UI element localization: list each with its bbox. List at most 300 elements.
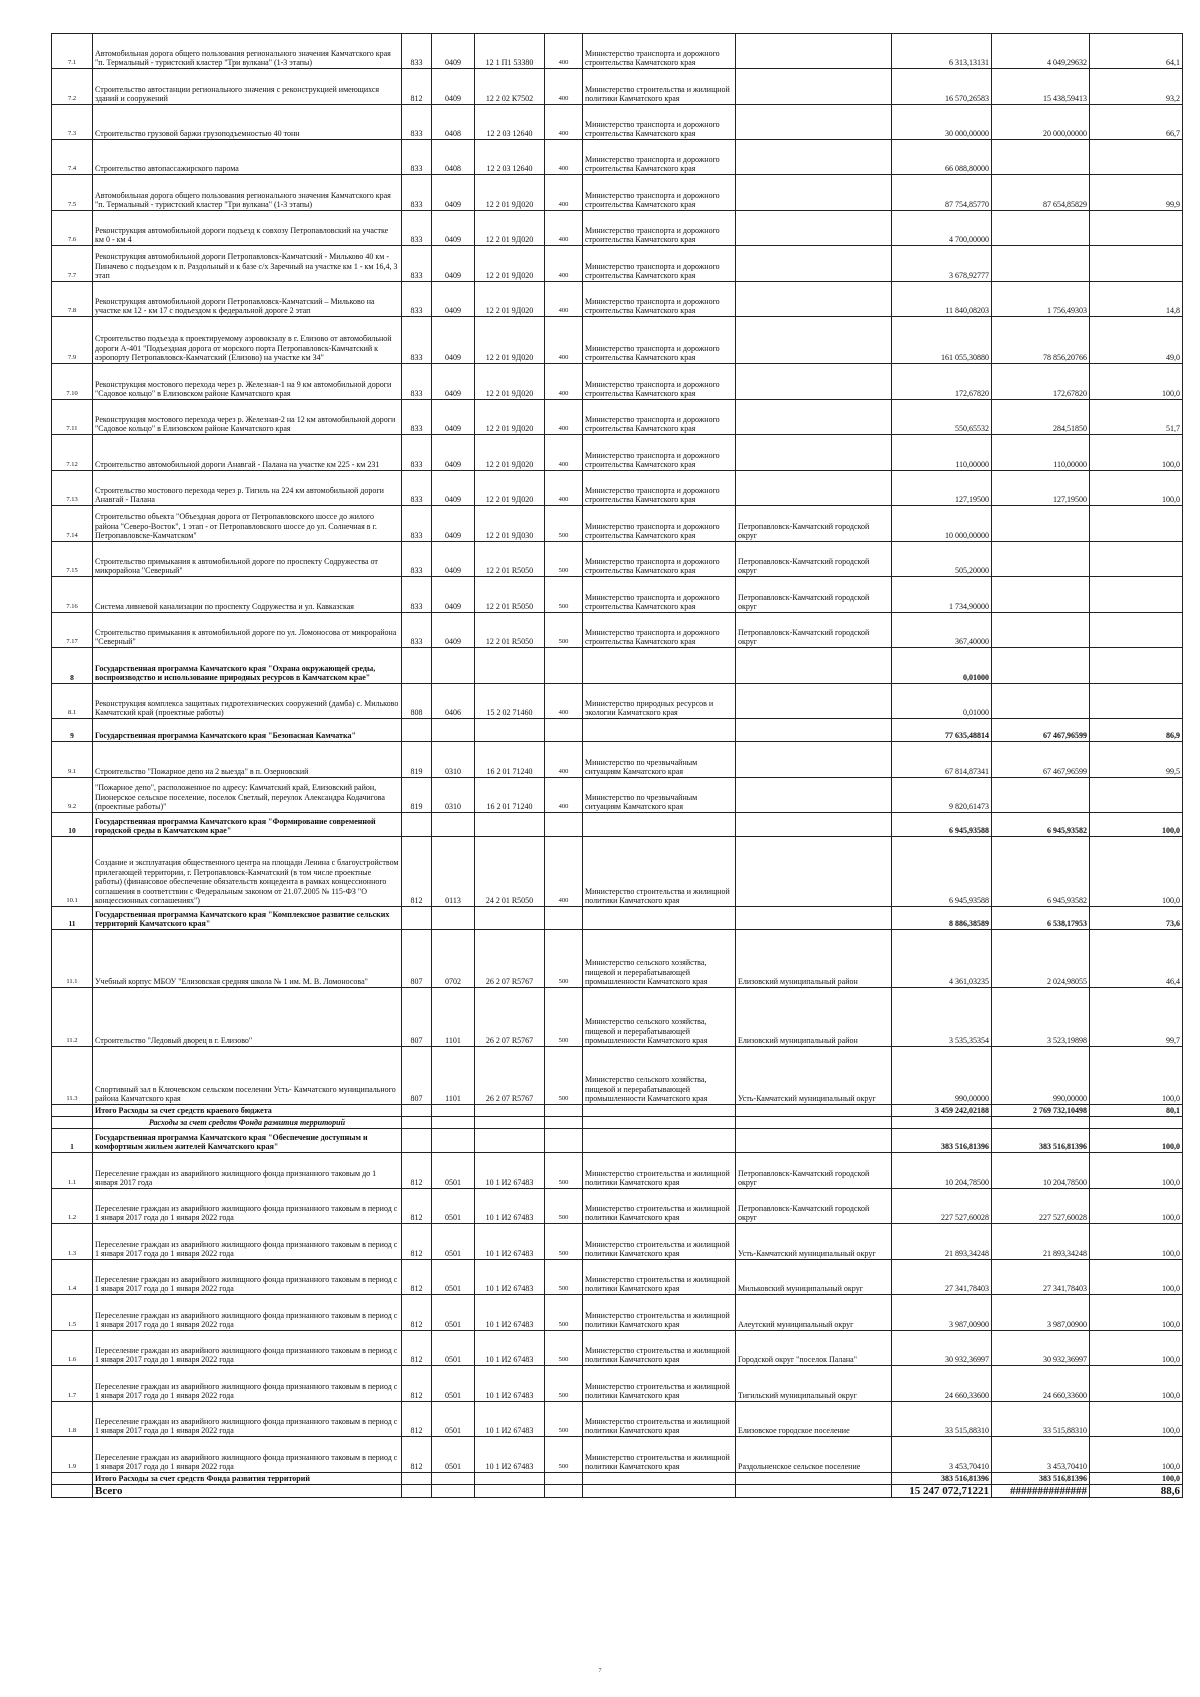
fact-amount-cell: 383 516,81396 (992, 1129, 1090, 1153)
plan-amount-cell: 30 932,36997 (892, 1331, 992, 1366)
object-name-cell: Реконструкция комплекса защитных гидротехнических сооружений (дамба) с. Мильково Камчатский край (проектные работы) (93, 684, 402, 719)
section-code-cell: 0501 (432, 1366, 475, 1402)
table-row (52, 34, 1183, 69)
table-row (52, 542, 1183, 577)
target-article-cell: 12 2 01 9Д020 (475, 175, 545, 211)
recipient-cell (736, 1129, 892, 1153)
section-code-cell: 1101 (432, 988, 475, 1047)
target-article-cell: 10 1 И2 67483 (475, 1260, 545, 1295)
recipient-cell: Петропавловск-Камчатский городской округ (736, 1153, 892, 1189)
object-name-cell: Строительство автостанции регионального значения с реконструкцией имеющихся зданий и сооружений (93, 69, 402, 105)
fact-amount-cell: 227 527,60028 (992, 1189, 1090, 1224)
expense-type-cell: 400 (545, 778, 583, 813)
grbs-code-cell: 833 (402, 435, 432, 471)
expense-type-cell: 500 (545, 1260, 583, 1295)
customer-cell: Министерство строительства и жилищной политики Камчатского края (583, 1366, 736, 1402)
recipient-cell: Елизовский муниципальный район (736, 988, 892, 1047)
fact-amount-cell: 6 538,17953 (992, 907, 1090, 930)
target-article-cell (475, 648, 545, 684)
target-article-cell (475, 1129, 545, 1153)
percent-cell: 100,0 (1090, 1402, 1183, 1437)
plan-amount-cell: 33 515,88310 (892, 1402, 992, 1437)
plan-amount-cell: 6 313,13131 (892, 34, 992, 69)
fact-amount-cell: ############## (992, 1485, 1090, 1498)
object-name-cell: Переселение граждан из аварийного жилищного фонда признанного таковым в период с 1 января 2017 года до 1 января 2022 года (93, 1224, 402, 1260)
customer-cell: Министерство транспорта и дорожного строительства Камчатского края (583, 34, 736, 69)
plan-amount-cell: 3 535,35354 (892, 988, 992, 1047)
plan-amount-cell: 66 088,80000 (892, 140, 992, 175)
expense-type-cell (545, 1105, 583, 1117)
section-code-cell: 0409 (432, 471, 475, 506)
section-code-cell: 0310 (432, 742, 475, 778)
plan-amount-cell: 3 453,70410 (892, 1437, 992, 1473)
recipient-cell: Усть-Камчатский муниципальный округ (736, 1224, 892, 1260)
grbs-code-cell: 812 (402, 1295, 432, 1331)
percent-cell: 64,1 (1090, 34, 1183, 69)
target-article-cell (475, 813, 545, 837)
expense-type-cell: 500 (545, 613, 583, 648)
row-number-cell: 9.2 (52, 778, 93, 813)
recipient-cell: Елизовский муниципальный район (736, 930, 892, 988)
row-number-cell: 10.1 (52, 837, 93, 907)
program-row (52, 1129, 1183, 1153)
expense-type-cell: 400 (545, 69, 583, 105)
recipient-cell (736, 175, 892, 211)
grbs-code-cell (402, 813, 432, 837)
recipient-cell (736, 246, 892, 282)
table-body (52, 34, 1183, 1498)
plan-amount-cell: 8 886,38589 (892, 907, 992, 930)
percent-cell: 14,8 (1090, 282, 1183, 317)
section-code-cell (432, 1105, 475, 1117)
object-name-cell: Спортивный зал в Ключевском сельском поселении Усть- Камчатского муниципального района Камчатского края (93, 1047, 402, 1105)
expense-type-cell: 500 (545, 506, 583, 542)
customer-cell: Министерство транспорта и дорожного строительства Камчатского края (583, 613, 736, 648)
grbs-code-cell: 812 (402, 1366, 432, 1402)
plan-amount-cell: 550,65532 (892, 400, 992, 435)
object-name-cell: Автомобильная дорога общего пользования регионального значения Камчатского края "п. Термальный - туристский кластер "Три вулкана" (1-3 этапы) (93, 175, 402, 211)
fact-amount-cell: 87 654,85829 (992, 175, 1090, 211)
percent-cell: 88,6 (1090, 1485, 1183, 1498)
recipient-cell: Мильковский муниципальный округ (736, 1260, 892, 1295)
table-row (52, 175, 1183, 211)
plan-amount-cell: 1 734,90000 (892, 577, 992, 613)
recipient-cell: Петропавловск-Камчатский городской округ (736, 506, 892, 542)
expense-type-cell: 400 (545, 140, 583, 175)
fact-amount-cell: 67 467,96599 (992, 719, 1090, 742)
grbs-code-cell: 819 (402, 742, 432, 778)
customer-cell: Министерство транспорта и дорожного строительства Камчатского края (583, 282, 736, 317)
expense-type-cell: 400 (545, 684, 583, 719)
recipient-cell (736, 282, 892, 317)
target-article-cell: 12 2 01 R5050 (475, 577, 545, 613)
object-name-cell: Строительство грузовой баржи грузоподъемностью 40 тонн (93, 105, 402, 140)
table-row (52, 1260, 1183, 1295)
section-code-cell: 0409 (432, 400, 475, 435)
plan-amount-cell: 9 820,61473 (892, 778, 992, 813)
grbs-code-cell (402, 719, 432, 742)
plan-amount-cell: 87 754,85770 (892, 175, 992, 211)
target-article-cell: 10 1 И2 67483 (475, 1331, 545, 1366)
customer-cell: Министерство строительства и жилищной политики Камчатского края (583, 1224, 736, 1260)
recipient-cell: Петропавловск-Камчатский городской округ (736, 577, 892, 613)
customer-cell: Министерство транспорта и дорожного строительства Камчатского края (583, 105, 736, 140)
plan-amount-cell: 0,01000 (892, 648, 992, 684)
customer-cell: Министерство строительства и жилищной политики Камчатского края (583, 837, 736, 907)
expense-type-cell: 400 (545, 471, 583, 506)
section-code-cell: 0501 (432, 1224, 475, 1260)
percent-cell (1090, 506, 1183, 542)
fact-amount-cell: 3 523,19898 (992, 988, 1090, 1047)
fact-amount-cell: 30 932,36997 (992, 1331, 1090, 1366)
section-code-cell (432, 719, 475, 742)
table-row (52, 613, 1183, 648)
row-number-cell: 1.1 (52, 1153, 93, 1189)
percent-cell: 93,2 (1090, 69, 1183, 105)
customer-cell: Министерство транспорта и дорожного строительства Камчатского края (583, 140, 736, 175)
row-number-cell: 9.1 (52, 742, 93, 778)
object-name-cell: Учебный корпус МБОУ "Елизовская средняя школа № 1 им. М. В. Ломоносова" (93, 930, 402, 988)
customer-cell: Министерство транспорта и дорожного строительства Камчатского края (583, 175, 736, 211)
object-name-cell: Переселение граждан из аварийного жилищного фонда признанного таковым в период с 1 января 2017 года до 1 января 2022 года (93, 1295, 402, 1331)
fact-amount-cell: 67 467,96599 (992, 742, 1090, 778)
expense-type-cell: 500 (545, 1224, 583, 1260)
customer-cell: Министерство транспорта и дорожного строительства Камчатского края (583, 246, 736, 282)
grbs-code-cell: 812 (402, 1224, 432, 1260)
plan-amount-cell: 15 247 072,71221 (892, 1485, 992, 1498)
customer-cell: Министерство транспорта и дорожного строительства Камчатского края (583, 317, 736, 364)
grbs-code-cell (402, 907, 432, 930)
section-code-cell: 0409 (432, 613, 475, 648)
expense-type-cell (545, 1129, 583, 1153)
fact-amount-cell: 1 756,49303 (992, 282, 1090, 317)
grbs-code-cell: 812 (402, 1260, 432, 1295)
percent-cell: 100,0 (1090, 1224, 1183, 1260)
recipient-cell (736, 813, 892, 837)
expense-type-cell: 500 (545, 1437, 583, 1473)
object-name-cell: Строительство примыкания к автомобильной дороге по проспекту Содружества от микрорайона "Северный" (93, 542, 402, 577)
recipient-cell (736, 211, 892, 246)
expense-type-cell: 400 (545, 211, 583, 246)
percent-cell: 100,0 (1090, 1295, 1183, 1331)
budget-table (51, 33, 1183, 1498)
plan-amount-cell: 383 516,81396 (892, 1473, 992, 1485)
table-row (52, 400, 1183, 435)
customer-cell: Министерство природных ресурсов и экологии Камчатского края (583, 684, 736, 719)
program-row (52, 813, 1183, 837)
table-row (52, 105, 1183, 140)
row-number-cell: 7.11 (52, 400, 93, 435)
section-code-cell: 0409 (432, 69, 475, 105)
object-name-cell: Строительство мостового перехода через р. Тигиль на 224 км автомобильной дороги Анавгай - Палана (93, 471, 402, 506)
plan-amount-cell: 10 204,78500 (892, 1153, 992, 1189)
target-article-cell: 12 2 01 9Д030 (475, 506, 545, 542)
customer-cell (583, 1117, 736, 1129)
plan-amount-cell: 990,00000 (892, 1047, 992, 1105)
customer-cell (583, 648, 736, 684)
customer-cell: Министерство строительства и жилищной политики Камчатского края (583, 1260, 736, 1295)
table-row (52, 684, 1183, 719)
target-article-cell: 15 2 02 71460 (475, 684, 545, 719)
row-number-cell (52, 1473, 93, 1485)
percent-cell (1090, 140, 1183, 175)
recipient-cell (736, 1117, 892, 1129)
fact-amount-cell (992, 542, 1090, 577)
expense-type-cell: 400 (545, 105, 583, 140)
fact-amount-cell: 21 893,34248 (992, 1224, 1090, 1260)
row-number-cell: 1.9 (52, 1437, 93, 1473)
row-number-cell: 7.10 (52, 364, 93, 400)
fact-amount-cell: 6 945,93582 (992, 813, 1090, 837)
grbs-code-cell: 812 (402, 1189, 432, 1224)
row-number-cell: 10 (52, 813, 93, 837)
row-number-cell: 7.5 (52, 175, 93, 211)
customer-cell: Министерство транспорта и дорожного строительства Камчатского края (583, 506, 736, 542)
customer-cell: Министерство транспорта и дорожного строительства Камчатского края (583, 211, 736, 246)
percent-cell (1090, 542, 1183, 577)
section-code-cell (432, 648, 475, 684)
target-article-cell: 12 2 01 9Д020 (475, 282, 545, 317)
recipient-cell (736, 778, 892, 813)
recipient-cell (736, 435, 892, 471)
fact-amount-cell: 33 515,88310 (992, 1402, 1090, 1437)
row-number-cell: 11.2 (52, 988, 93, 1047)
section-code-cell: 0408 (432, 140, 475, 175)
row-number-cell: 11 (52, 907, 93, 930)
row-number-cell: 1 (52, 1129, 93, 1153)
customer-cell: Министерство сельского хозяйства, пищевой и перерабатывающей промышленности Камчатского края (583, 930, 736, 988)
fact-amount-cell: 284,51850 (992, 400, 1090, 435)
grbs-code-cell: 833 (402, 364, 432, 400)
expense-type-cell: 500 (545, 1295, 583, 1331)
table-row (52, 282, 1183, 317)
section-code-cell: 0409 (432, 435, 475, 471)
grbs-code-cell: 812 (402, 1153, 432, 1189)
row-number-cell: 1.6 (52, 1331, 93, 1366)
grand-total-row (52, 1485, 1183, 1498)
plan-amount-cell: 27 341,78403 (892, 1260, 992, 1295)
program-row (52, 907, 1183, 930)
grbs-code-cell: 833 (402, 175, 432, 211)
object-name-cell: Итого Расходы за счет средств Фонда развития территорий (93, 1473, 402, 1485)
object-name-cell: Расходы за счет средств Фонда развития территорий (93, 1117, 402, 1129)
expense-type-cell: 500 (545, 542, 583, 577)
fact-amount-cell (992, 648, 1090, 684)
plan-amount-cell: 4 700,00000 (892, 211, 992, 246)
fact-amount-cell (992, 246, 1090, 282)
expense-type-cell: 400 (545, 175, 583, 211)
table-row (52, 246, 1183, 282)
object-name-cell: Всего (93, 1485, 402, 1498)
row-number-cell: 1.2 (52, 1189, 93, 1224)
object-name-cell: Реконструкция автомобильной дороги Петропавловск-Камчатский - Мильково 40 км - Пиначево с подъездом к п. Раздольный и к базе с/х Заречный на участке км 1 - км 16,4, 3 этап (93, 246, 402, 282)
object-name-cell: Переселение граждан из аварийного жилищного фонда признанного таковым в период с 1 января 2017 года до 1 января 2022 года (93, 1402, 402, 1437)
expense-type-cell (545, 1117, 583, 1129)
target-article-cell: 12 2 02 К7502 (475, 69, 545, 105)
customer-cell: Министерство транспорта и дорожного строительства Камчатского края (583, 577, 736, 613)
expense-type-cell: 500 (545, 1331, 583, 1366)
object-name-cell: Переселение граждан из аварийного жилищного фонда признанного таковым в период с 1 января 2017 года до 1 января 2022 года (93, 1260, 402, 1295)
row-number-cell: 8 (52, 648, 93, 684)
percent-cell: 100,0 (1090, 435, 1183, 471)
grbs-code-cell: 807 (402, 1047, 432, 1105)
fact-amount-cell: 110,00000 (992, 435, 1090, 471)
target-article-cell: 26 2 07 R5767 (475, 1047, 545, 1105)
expense-type-cell: 500 (545, 930, 583, 988)
table-row (52, 1402, 1183, 1437)
expense-type-cell: 500 (545, 577, 583, 613)
row-number-cell: 7.1 (52, 34, 93, 69)
grbs-code-cell: 812 (402, 1402, 432, 1437)
fact-amount-cell: 172,67820 (992, 364, 1090, 400)
object-name-cell: Строительство подъезда к проектируемому аэровокзалу в г. Елизово от автомобильной дороги А-401 "Подъездная дорога от морского порта Петропавловск-Камчатский к аэропорту Петропавловск-Камчатский (Елизово) на участке км 34" (93, 317, 402, 364)
row-number-cell: 7.16 (52, 577, 93, 613)
section-code-cell (432, 1473, 475, 1485)
percent-cell (1090, 211, 1183, 246)
program-row (52, 719, 1183, 742)
object-name-cell: Реконструкция автомобильной дороги подъезд к совхозу Петропавловский на участке км 0 - км 4 (93, 211, 402, 246)
plan-amount-cell: 127,19500 (892, 471, 992, 506)
recipient-cell (736, 400, 892, 435)
section-code-cell: 0501 (432, 1331, 475, 1366)
target-article-cell (475, 1473, 545, 1485)
recipient-cell (736, 34, 892, 69)
expense-type-cell: 400 (545, 317, 583, 364)
plan-amount-cell: 110,00000 (892, 435, 992, 471)
percent-cell: 100,0 (1090, 1189, 1183, 1224)
target-article-cell: 10 1 И2 67483 (475, 1189, 545, 1224)
object-name-cell: Строительство автопассажирского парома (93, 140, 402, 175)
section-header-row (52, 1117, 1183, 1129)
section-code-cell: 0409 (432, 246, 475, 282)
row-number-cell: 9 (52, 719, 93, 742)
recipient-cell: Раздольненское сельское поселение (736, 1437, 892, 1473)
customer-cell: Министерство транспорта и дорожного строительства Камчатского края (583, 364, 736, 400)
target-article-cell: 12 2 01 9Д020 (475, 246, 545, 282)
grbs-code-cell (402, 648, 432, 684)
grbs-code-cell: 833 (402, 471, 432, 506)
grbs-code-cell (402, 1117, 432, 1129)
expense-type-cell (545, 1485, 583, 1498)
object-name-cell: Создание и эксплуатация общественного центра на площади Ленина с благоустройством прилегающей территории, г. Петропавловск-Камчатский (в том числе проектные работы) (финансовое обеспечение обязательств концедента в рамках концессионного соглашения в соответствии с Федеральным законом от 21.07.2005 № 115-ФЗ "О концессионных соглашениях") (93, 837, 402, 907)
fact-amount-cell (992, 778, 1090, 813)
recipient-cell (736, 648, 892, 684)
customer-cell: Министерство по чрезвычайным ситуациям Камчатского края (583, 778, 736, 813)
percent-cell (1090, 246, 1183, 282)
table-row (52, 506, 1183, 542)
row-number-cell: 7.2 (52, 69, 93, 105)
row-number-cell: 7.4 (52, 140, 93, 175)
fact-amount-cell: 2 024,98055 (992, 930, 1090, 988)
object-name-cell: Переселение граждан из аварийного жилищного фонда признанного таковым в период с 1 января 2017 года до 1 января 2022 года (93, 1437, 402, 1473)
percent-cell: 100,0 (1090, 1473, 1183, 1485)
grbs-code-cell: 833 (402, 506, 432, 542)
fact-amount-cell (992, 140, 1090, 175)
object-name-cell: Строительство примыкания к автомобильной дороге по ул. Ломоносова от микрорайона "Северный" (93, 613, 402, 648)
plan-amount-cell: 172,67820 (892, 364, 992, 400)
section-code-cell: 0409 (432, 175, 475, 211)
expense-type-cell: 400 (545, 364, 583, 400)
percent-cell (1090, 684, 1183, 719)
object-name-cell: Итого Расходы за счет средств краевого бюджета (93, 1105, 402, 1117)
percent-cell: 99,7 (1090, 988, 1183, 1047)
expense-type-cell: 500 (545, 1153, 583, 1189)
percent-cell: 80,1 (1090, 1105, 1183, 1117)
percent-cell: 73,6 (1090, 907, 1183, 930)
percent-cell: 100,0 (1090, 364, 1183, 400)
table-row (52, 317, 1183, 364)
customer-cell: Министерство сельского хозяйства, пищевой и перерабатывающей промышленности Камчатского края (583, 1047, 736, 1105)
target-article-cell: 12 2 01 R5050 (475, 613, 545, 648)
section-code-cell: 0409 (432, 211, 475, 246)
plan-amount-cell: 21 893,34248 (892, 1224, 992, 1260)
customer-cell: Министерство строительства и жилищной политики Камчатского края (583, 1331, 736, 1366)
row-number-cell: 7.13 (52, 471, 93, 506)
object-name-cell: Автомобильная дорога общего пользования регионального значения Камчатского края "п. Термальный - туристский кластер "Три вулкана" (1-3 этапы) (93, 34, 402, 69)
target-article-cell: 10 1 И2 67483 (475, 1224, 545, 1260)
row-number-cell: 11.1 (52, 930, 93, 988)
percent-cell: 49,0 (1090, 317, 1183, 364)
table-row (52, 988, 1183, 1047)
target-article-cell: 12 2 01 9Д020 (475, 400, 545, 435)
grbs-code-cell: 833 (402, 613, 432, 648)
object-name-cell: Система ливневой канализации по проспекту Содружества и ул. Кавказская (93, 577, 402, 613)
grbs-code-cell: 833 (402, 140, 432, 175)
customer-cell (583, 1129, 736, 1153)
target-article-cell (475, 719, 545, 742)
fact-amount-cell: 3 987,00900 (992, 1295, 1090, 1331)
object-name-cell: Переселение граждан из аварийного жилищного фонда признанного таковым до 1 января 2017 года (93, 1153, 402, 1189)
grbs-code-cell (402, 1129, 432, 1153)
percent-cell: 100,0 (1090, 471, 1183, 506)
target-article-cell: 16 2 01 71240 (475, 742, 545, 778)
fact-amount-cell: 20 000,00000 (992, 105, 1090, 140)
grbs-code-cell (402, 1473, 432, 1485)
expense-type-cell (545, 719, 583, 742)
fact-amount-cell: 10 204,78500 (992, 1153, 1090, 1189)
object-name-cell: Строительство "Ледовый дворец в г. Елизово" (93, 988, 402, 1047)
recipient-cell: Тигильский муниципальный округ (736, 1366, 892, 1402)
percent-cell (1090, 778, 1183, 813)
expense-type-cell (545, 1473, 583, 1485)
target-article-cell (475, 907, 545, 930)
object-name-cell: Переселение граждан из аварийного жилищного фонда признанного таковым в период с 1 января 2017 года до 1 января 2022 года (93, 1331, 402, 1366)
fact-amount-cell (992, 684, 1090, 719)
object-name-cell: Государственная программа Камчатского края "Формирование современной городской среды в Камчатском крае" (93, 813, 402, 837)
expense-type-cell: 500 (545, 1366, 583, 1402)
section-code-cell: 0409 (432, 577, 475, 613)
table-row (52, 435, 1183, 471)
grbs-code-cell: 833 (402, 246, 432, 282)
target-article-cell: 12 2 01 9Д020 (475, 317, 545, 364)
section-code-cell: 0501 (432, 1189, 475, 1224)
percent-cell: 100,0 (1090, 1260, 1183, 1295)
target-article-cell: 12 2 01 9Д020 (475, 364, 545, 400)
expense-type-cell: 400 (545, 837, 583, 907)
fact-amount-cell: 127,19500 (992, 471, 1090, 506)
percent-cell: 100,0 (1090, 1153, 1183, 1189)
subtotal-row (52, 1473, 1183, 1485)
table-row (52, 1366, 1183, 1402)
table-row (52, 1153, 1183, 1189)
object-name-cell: Государственная программа Камчатского края "Обеспечение доступным и комфортным жильем жителей Камчатского края" (93, 1129, 402, 1153)
percent-cell: 100,0 (1090, 813, 1183, 837)
grbs-code-cell: 807 (402, 930, 432, 988)
fact-amount-cell: 27 341,78403 (992, 1260, 1090, 1295)
section-code-cell (432, 813, 475, 837)
grbs-code-cell: 812 (402, 837, 432, 907)
fact-amount-cell: 6 945,93582 (992, 837, 1090, 907)
